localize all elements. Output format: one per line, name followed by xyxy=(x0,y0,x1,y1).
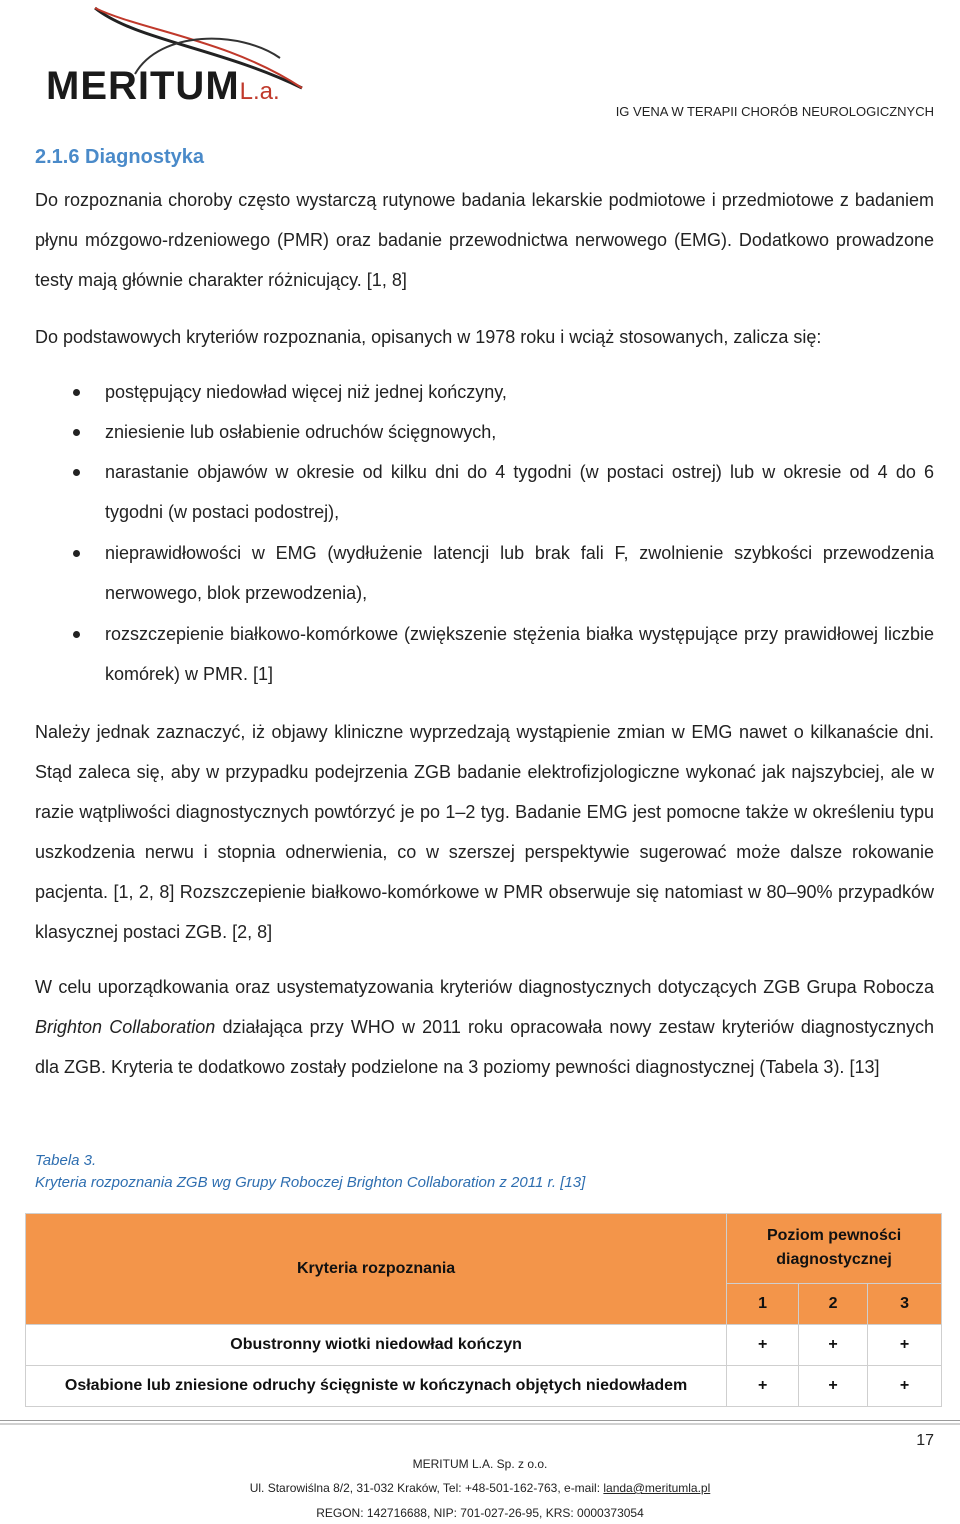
table-cell-mark: + xyxy=(799,1325,868,1366)
list-item: zniesienie lub osłabienie odruchów ścięgnowych, xyxy=(35,412,934,452)
table-cell-mark: + xyxy=(727,1325,799,1366)
list-item: postępujący niedowład więcej niż jednej kończyny, xyxy=(35,372,934,412)
table-cell-mark: + xyxy=(868,1325,942,1366)
table-header-level-2: 2 xyxy=(799,1283,868,1324)
company-logo xyxy=(40,0,310,112)
logo-wordmark: MERITUML.a. xyxy=(46,64,280,108)
table-header-level-1: 1 xyxy=(727,1283,799,1324)
criteria-table xyxy=(25,1213,942,1407)
paragraph-emg: Należy jednak zaznaczyć, iż objawy kliniczne wyprzedzają wystąpienie zmian w EMG nawet o kilkanaście dni. Stąd zaleca się, aby w przypadku podejrzenia ZGB badanie elektrofizjologiczne wykonać jak najszybciej, ale w razie wątpliwości diagnostycznych powtórzyć je po 1–2 tyg. Badanie EMG jest pomocne także w określeniu typu uszkodzenia nerwu i stopnia odnerwienia, co w szerszej perspektywie sugerować może dalsze rokowanie pacjenta. [1, 2, 8] Rozszczepienie białkowo-komórkowe w PMR obserwuje się natomiast w 80–90% przypadków klasycznej postaci ZGB. [2, 8] xyxy=(35,722,934,942)
table-header-level-3: 3 xyxy=(868,1283,942,1324)
table-caption-label: Tabela 3. xyxy=(35,1152,97,1169)
bullet-icon xyxy=(73,631,80,638)
table-cell-mark: + xyxy=(799,1366,868,1407)
paragraph-criteria-intro: Do podstawowych kryteriów rozpoznania, opisanych w 1978 roku i wciąż stosowanych, zalicza się: xyxy=(35,327,822,347)
section-number: 2.1.6 xyxy=(35,146,80,168)
footer-email-link[interactable]: landa@meritumla.pl xyxy=(603,1481,711,1495)
criteria-list xyxy=(35,372,934,695)
table-cell-criterion: Osłabione lub zniesione odruchy ścięgniste w kończynach objętych niedowładem xyxy=(26,1366,727,1407)
section-title: Diagnostyka xyxy=(85,146,204,168)
bullet-icon xyxy=(73,469,80,476)
table-caption xyxy=(35,1150,585,1194)
list-item: rozszczepienie białkowo-komórkowe (zwiększenie stężenia białka występujące przy prawidłowej liczbie komórek) w PMR. [1] xyxy=(35,614,934,695)
list-item: narastanie objawów w okresie od kilku dni do 4 tygodni (w postaci ostrej) lub w okresie od 4 do 6 tygodni (w postaci podostrej), xyxy=(35,452,934,533)
paragraph-intro: Do rozpoznania choroby często wystarczą rutynowe badania lekarskie podmiotowe i przedmiotowe z badaniem płynu mózgowo-rdzeniowego (PMR) oraz badanie przewodnictwa nerwowego (EMG). Dodatkowo prowadzone testy mają głównie charakter różnicujący. [1, 8] xyxy=(35,190,934,290)
running-header: IG VENA W TERAPII CHORÓB NEUROLOGICZNYCH xyxy=(615,104,934,119)
bullet-icon xyxy=(73,429,80,436)
table-header-level: Poziom pewności diagnostycznej xyxy=(727,1214,942,1284)
table-row xyxy=(26,1325,942,1366)
table-row xyxy=(26,1366,942,1407)
paragraph-brighton: W celu uporządkowania oraz usystematyzowania kryteriów diagnostycznych dotyczących ZGB Grupa Robocza Brighton Collaboration działająca przy WHO w 2011 roku opracowała nowy zestaw kryteriów diagnostycznych dla ZGB. Kryteria te dodatkowo zostały podzielone na 3 poziomy pewności diagnostycznej (Tabela 3). [13] xyxy=(35,977,934,1077)
footer-divider xyxy=(0,1420,960,1425)
table-cell-mark: + xyxy=(727,1366,799,1407)
table-cell-criterion: Obustronny wiotki niedowład kończyn xyxy=(26,1325,727,1366)
table-cell-mark: + xyxy=(868,1366,942,1407)
table-caption-title: Kryteria rozpoznania ZGB wg Grupy Roboczej Brighton Collaboration z 2011 r. [13] xyxy=(35,1174,586,1191)
page-number: 17 xyxy=(916,1432,934,1449)
footer-registry: REGON: 142716688, NIP: 701-027-26-95, KRS: 0000373054 xyxy=(316,1506,644,1520)
list-item: nieprawidłowości w EMG (wydłużenie latencji lub brak fali F, zwolnienie szybkości przewodzenia nerwowego, blok przewodzenia), xyxy=(35,533,934,614)
table-header-criteria: Kryteria rozpoznania xyxy=(26,1214,727,1325)
bullet-icon xyxy=(73,389,80,396)
footer-address: Ul. Starowiślna 8/2, 31-032 Kraków, Tel: +48-501-162-763, e-mail: landa@meritumla.pl xyxy=(249,1481,711,1495)
bullet-icon xyxy=(73,550,80,557)
section-heading xyxy=(35,146,204,169)
footer-company: MERITUM L.A. Sp. z o.o. xyxy=(412,1457,548,1471)
